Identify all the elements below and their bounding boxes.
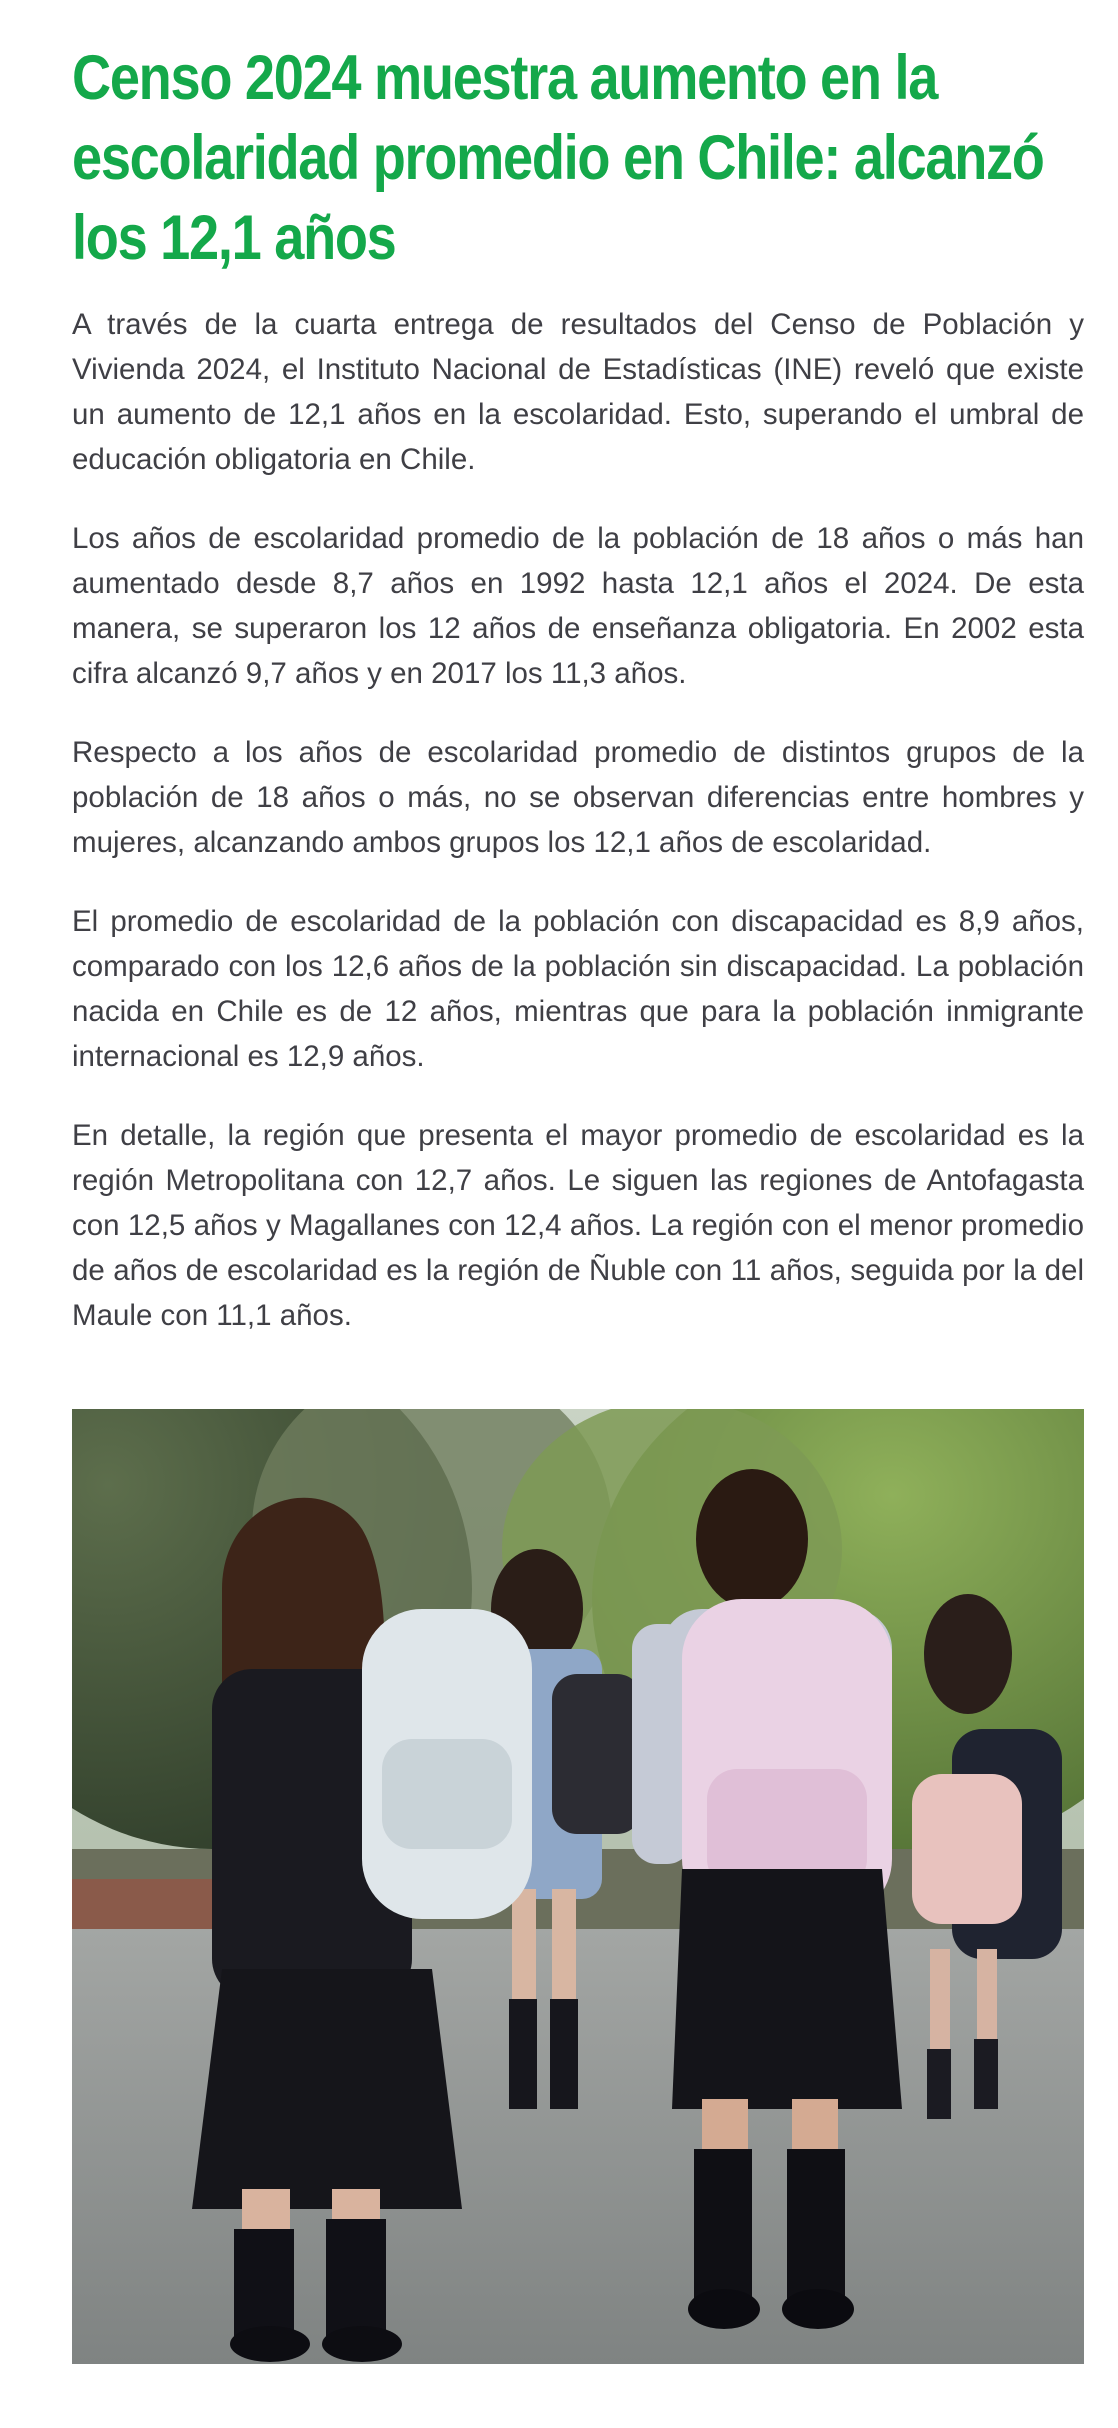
article (72, 38, 1084, 1372)
article-title: Censo 2024 muestra aumento en la escolaridad promedio en Chile: alcanzó los 12,1 años (72, 43, 1044, 273)
article-paragraph: Los años de escolaridad promedio de la población de 18 años o más han aumentado desde 8,7 años en 1992 hasta 12,1 años el 2024. De esta manera, se superaron los 12 años de enseñanza obligatoria. En 2002 esta cifra alcanzó 9,7 años y en 2017 los 11,3 años. (72, 522, 1084, 690)
article-paragraph: El promedio de escolaridad de la población con discapacidad es 8,9 años, comparado con los 12,6 años de la población sin discapacidad. La población nacida en Chile es de 12 años, mientras que para la población inmigrante internacional es 12,9 años. (72, 905, 1084, 1073)
article-paragraph: Respecto a los años de escolaridad promedio de distintos grupos de la población de 18 años o más, no se observan diferencias entre hombres y mujeres, alcanzando ambos grupos los 12,1 años de escolaridad. (72, 736, 1084, 859)
article-body (72, 302, 1084, 1338)
article-paragraph: A través de la cuarta entrega de resultados del Censo de Población y Vivienda 2024, el Instituto Nacional de Estadísticas (INE) reveló que existe un aumento de 12,1 años en la escolaridad. Esto, superando el umbral de educación obligatoria en Chile. (72, 308, 1084, 476)
article-paragraph: En detalle, la región que presenta el mayor promedio de escolaridad es la región Metropolitana con 12,7 años. Le siguen las regiones de Antofagasta con 12,5 años y Magallanes con 12,4 años. La región con el menor promedio de años de escolaridad es la región de Ñuble con 11 años, seguida por la del Maule con 11,1 años. (72, 1119, 1084, 1332)
students-walking-illustration (72, 1409, 1084, 2364)
article-photo (72, 1409, 1084, 2364)
